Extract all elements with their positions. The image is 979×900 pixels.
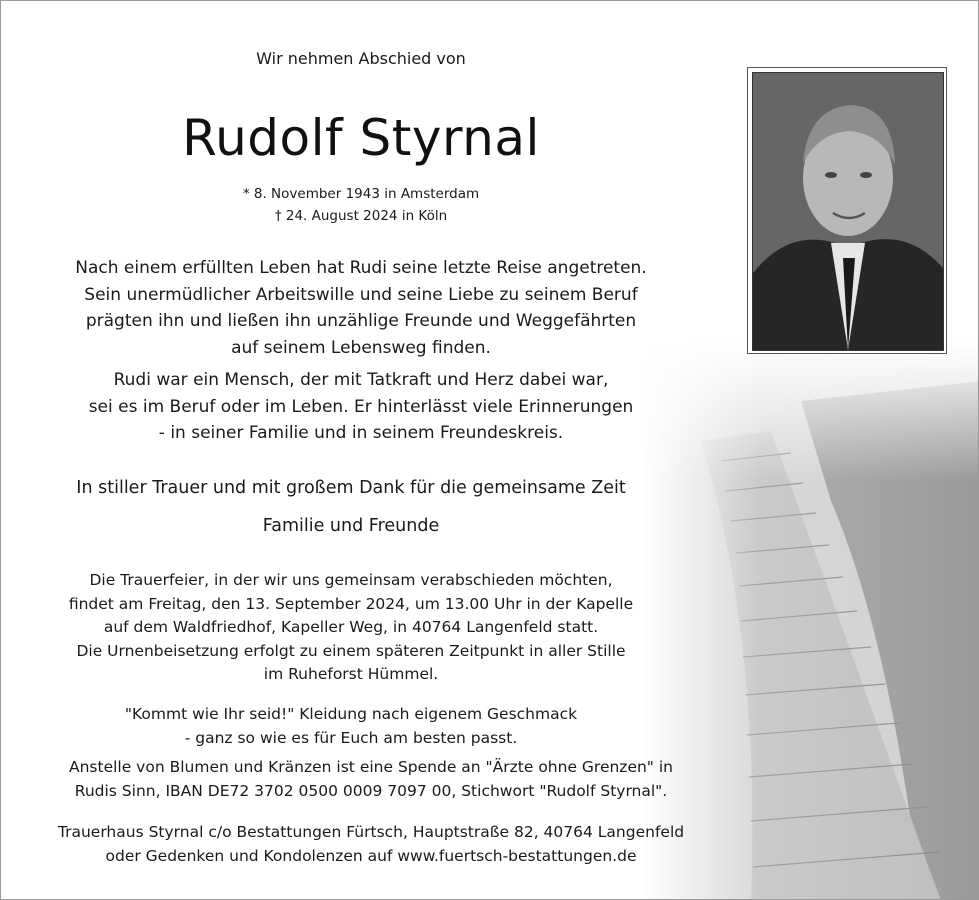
service-info [21, 569, 681, 687]
mourning-line: In stiller Trauer und mit großem Dank für die gemeinsame Zeit [76, 478, 626, 498]
deceased-name: Rudolf Styrnal [182, 109, 540, 167]
contact-info [21, 821, 721, 868]
donation-line: Anstelle von Blumen und Kränzen ist eine Spende an "Ärzte ohne Grenzen" in [68, 758, 673, 776]
birth-date: * 8. November 1943 in Amsterdam [242, 186, 480, 202]
service-line: findet am Freitag, den 13. September 2024, um 13.00 Uhr in der Kapelle [68, 594, 634, 613]
signature: Familie und Freunde [262, 516, 440, 536]
tribute-line: - in seiner Familie und in seinem Freundeskreis. [158, 423, 564, 443]
tribute-line: prägten ihn und ließen ihn unzählige Freunde und Weggefährten [85, 311, 637, 331]
tribute-line: Nach einem erfüllten Leben hat Rudi seine letzte Reise angetreten. [75, 258, 647, 278]
donation-line: Rudis Sinn, IBAN DE72 3702 0500 0009 7097 00, Stichwort "Rudolf Styrnal". [74, 781, 668, 800]
boardwalk-background-image [641, 341, 979, 900]
service-line: Die Trauerfeier, in der wir uns gemeinsam verabschieden möchten, [89, 571, 613, 589]
tribute-paragraph-2 [31, 367, 691, 447]
portrait-photo [752, 72, 944, 351]
tribute-line: auf seinem Lebensweg finden. [231, 337, 491, 358]
tribute-line: sei es im Beruf oder im Leben. Er hinterlässt viele Erinnerungen [88, 396, 634, 417]
contact-line: Trauerhaus Styrnal c/o Bestattungen Fürtsch, Hauptstraße 82, 40764 Langenfeld [57, 823, 685, 841]
tribute-line: Sein unermüdlicher Arbeitswille und seine Liebe zu seinem Beruf [84, 284, 638, 305]
dress-line: "Kommt wie Ihr seid!" Kleidung nach eigenem Geschmack [124, 705, 578, 723]
portrait-frame [747, 67, 947, 354]
service-line: Die Urnenbeisetzung erfolgt zu einem späteren Zeitpunkt in aller Stille [76, 641, 626, 660]
dress-code [21, 703, 681, 750]
mourning-block [21, 469, 681, 545]
service-line: auf dem Waldfriedhof, Kapeller Weg, in 40764 Langenfeld statt. [103, 618, 599, 636]
death-date: † 24. August 2024 in Köln [274, 208, 448, 224]
life-dates [41, 183, 681, 227]
service-line: im Ruheforst Hümmel. [263, 665, 439, 683]
tribute-paragraph-1 [31, 255, 691, 361]
contact-website-line: oder Gedenken und Kondolenzen auf www.fuertsch-bestattungen.de [105, 846, 637, 865]
intro-text: Wir nehmen Abschied von [256, 49, 466, 68]
donation-info [21, 756, 721, 803]
tribute-line: Rudi war ein Mensch, der mit Tatkraft und Herz dabei war, [113, 370, 609, 390]
dress-line: - ganz so wie es für Euch am besten passt. [184, 728, 518, 747]
